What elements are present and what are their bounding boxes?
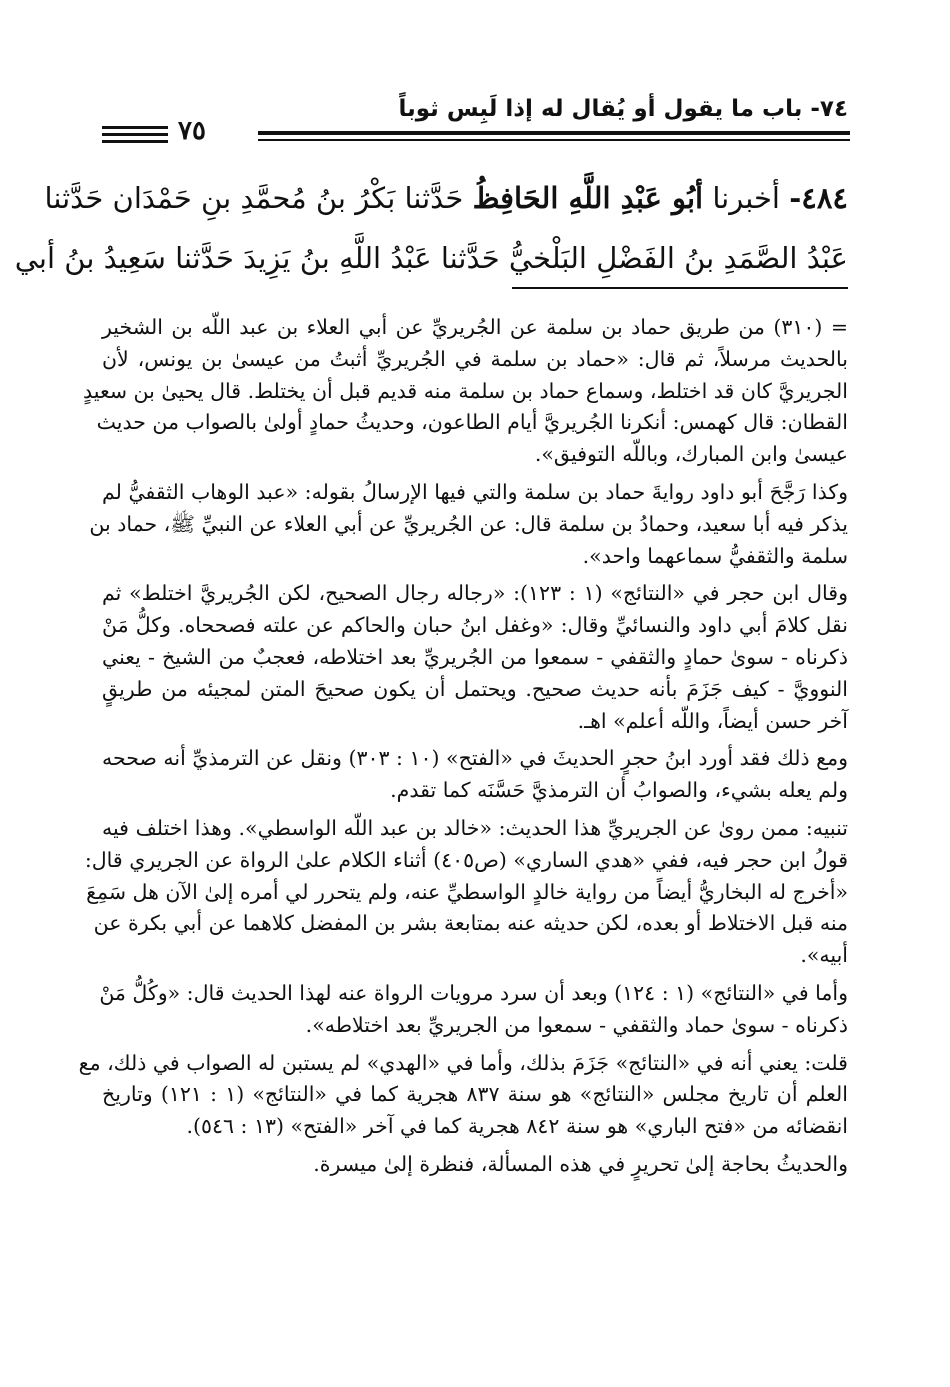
footnote-line: والحديثُ بحاجة إلىٰ تحريرٍ في هذه المسألة، فنظرة إلىٰ ميسرة. (313, 1151, 848, 1176)
hadith-text (14, 168, 848, 288)
footnote-line: القطان: قال كهمس: أنكرنا الجُريريَّ أيام الطاعون، وحديثُ حمادٍ أولىٰ بالصواب من حديث (96, 410, 848, 435)
page-number-rule (102, 126, 168, 129)
footnote-paragraph (83, 312, 848, 471)
footnote-line: آخر حسن أيضاً، واللّه أعلم» اهـ. (577, 708, 848, 733)
footnote-paragraph (89, 477, 848, 572)
footnote-line: وقال ابن حجر في «النتائج» (١ : ١٢٣): «رجاله رجال الصحيح، لكن الجُريريَّ اختلط» ثم (102, 581, 848, 606)
footnote-line: = (٣١٠) من طريق حماد بن سلمة عن الجُريريِّ عن أبي العلاء بن عبد اللّه بن الشخير (102, 315, 848, 339)
footnote-paragraph (102, 1149, 848, 1181)
footnote-line: ذكرناه - سوىٰ حمادٍ والثقفي - سمعوا من الجُريريِّ بعد اختلاطه، فعجبٌ من الشيخ - يعني (102, 644, 848, 669)
footnote-line: يذكر فيه أبا سعيد، وحمادُ بن سلمة قال: عن الجُريريِّ عن أبي العلاء عن النبيِّ ﷺ، حماد بن (89, 511, 848, 536)
hadith-text-end: حَدَّثنا بَكْرُ بنُ مُحمَّدِ بنِ حَمْدَان حَدَّثنا (44, 181, 464, 215)
footnote-line: أبيه». (800, 943, 848, 968)
footnote-line: قولُ ابن حجر فيه، ففي «هدي الساري» (ص٤٠٥) أثناء الكلام علىٰ الرواة عن الجريري قال: (84, 847, 848, 872)
footnote-line: نقل كلامَ أبي داود والنسائيِّ وقال: «وغفل ابنُ حبان والحاكم عن علته فصححاه. وكلُّ مَنْ (102, 613, 848, 638)
footnote-line: العلم أن تاريخ مجلس «النتائج» هو سنة ٨٣٧ هجرية كما في «النتائج» (١ : ١٢١) وتاريخ (102, 1082, 848, 1107)
narrator-name: أبُو عَبْدِ اللَّهِ الحَافِظُ (472, 181, 704, 215)
footnote-line: بالحديث مرسلاً، ثم قال: «حماد بن سلمة في الجُريريِّ أثبتُ من عيسىٰ بن يونس، لأن (102, 346, 848, 371)
footnote-paragraph (78, 1048, 848, 1143)
footnote-separator (512, 287, 848, 289)
hadith-text-start: أخبرنا (712, 181, 780, 215)
page-number-rule (102, 133, 168, 136)
footnote-line: النوويَّ - كيف جَزَمَ بأنه حديث صحيح. ويحتمل أن يكون صحيحَ المتن لمجيئه من طريقٍ (102, 676, 848, 701)
footnote-line: تنبيه: ممن روىٰ عن الجريريِّ هذا الحديث: «خالد بن عبد اللّه الواسطي». وهذا اختلف فيه (102, 815, 848, 840)
footnote-paragraph (102, 743, 848, 807)
hadith-number: ٤٨٤- (789, 181, 848, 215)
footnote-paragraph (102, 578, 848, 737)
page-number-rule (102, 140, 168, 143)
footnotes-section (78, 312, 848, 1187)
footnote-line: سلمة والثقفيُّ سماعهما واحد». (582, 543, 848, 568)
footnote-paragraph (99, 978, 848, 1042)
page-number: ٧٥ (178, 116, 206, 146)
footnote-line: «أخرج له البخاريُّ أيضاً من رواية خالدٍ الواسطيِّ عنه، ولم يتحرر لي أمره إلىٰ الآن هل سَمِعَ (86, 879, 848, 904)
footnote-line: قلت: يعني أنه في «النتائج» جَزَمَ بذلك، وأما في «الهدي» لم يستبن له الصواب في ذلك، مع (78, 1050, 848, 1075)
header-rule-thin (258, 139, 850, 141)
chapter-title: ٧٤- باب ما يقول أو يُقال له إذا لَبِس ثوباً (398, 96, 848, 122)
hadith-text-line2: عَبْدُ الصَّمَدِ بنُ الفَضْلِ البَلْخيُّ حَدَّثنا عَبْدُ اللَّهِ بنُ يَزِيدَ حَدَّثنا سَعِيدُ بنُ أبي (14, 241, 848, 275)
footnote-line: ومع ذلك فقد أورد ابنُ حجرٍ الحديثَ في «الفتح» (١٠ : ٣٠٣) ونقل عن الترمذيِّ أنه صححه (102, 746, 848, 771)
footnote-line: ولم يعله بشيء، والصوابُ أن الترمذيَّ حَسَّنَه كما تقدم. (390, 778, 848, 803)
footnote-line: عيسىٰ وابن المبارك، وباللّه التوفيق». (534, 442, 848, 467)
footnote-line: منه قبل الاختلاط أو بعده، لكن حديثه عنه بمتابعة بشر بن المفضل كلاهما عن أبي بكرة عن (93, 911, 848, 936)
hadith-line (44, 168, 848, 228)
footnote-line: انقضائه من «فتح الباري» هو سنة ٨٤٢ هجرية كما في آخر «الفتح» (١٣ : ٥٤٦). (186, 1114, 848, 1139)
footnote-line: الجريريَّ كان قد اختلط، وسماع حماد بن سلمة منه قديم قبل أن يختلط. قال يحيىٰ بن سعيدٍ (83, 378, 848, 403)
footnote-paragraph (84, 813, 848, 972)
footnote-line: وكذا رَجَّحَ أبو داود روايةَ حماد بن سلمة والتي فيها الإرسالُ بقوله: «عبد الوهاب الثقفيُّ لم (102, 479, 848, 504)
header-rule-thick (258, 131, 850, 135)
footnote-line: وأما في «النتائج» (١ : ١٢٤) وبعد أن سرد مرويات الرواة عنه لهذا الحديث قال: «وكُلُّ مَنْ (99, 980, 848, 1005)
hadith-line (14, 228, 848, 288)
footnote-line: ذكرناه - سوىٰ حماد والثقفي - سمعوا من الجريريِّ بعد اختلاطه». (305, 1012, 848, 1037)
